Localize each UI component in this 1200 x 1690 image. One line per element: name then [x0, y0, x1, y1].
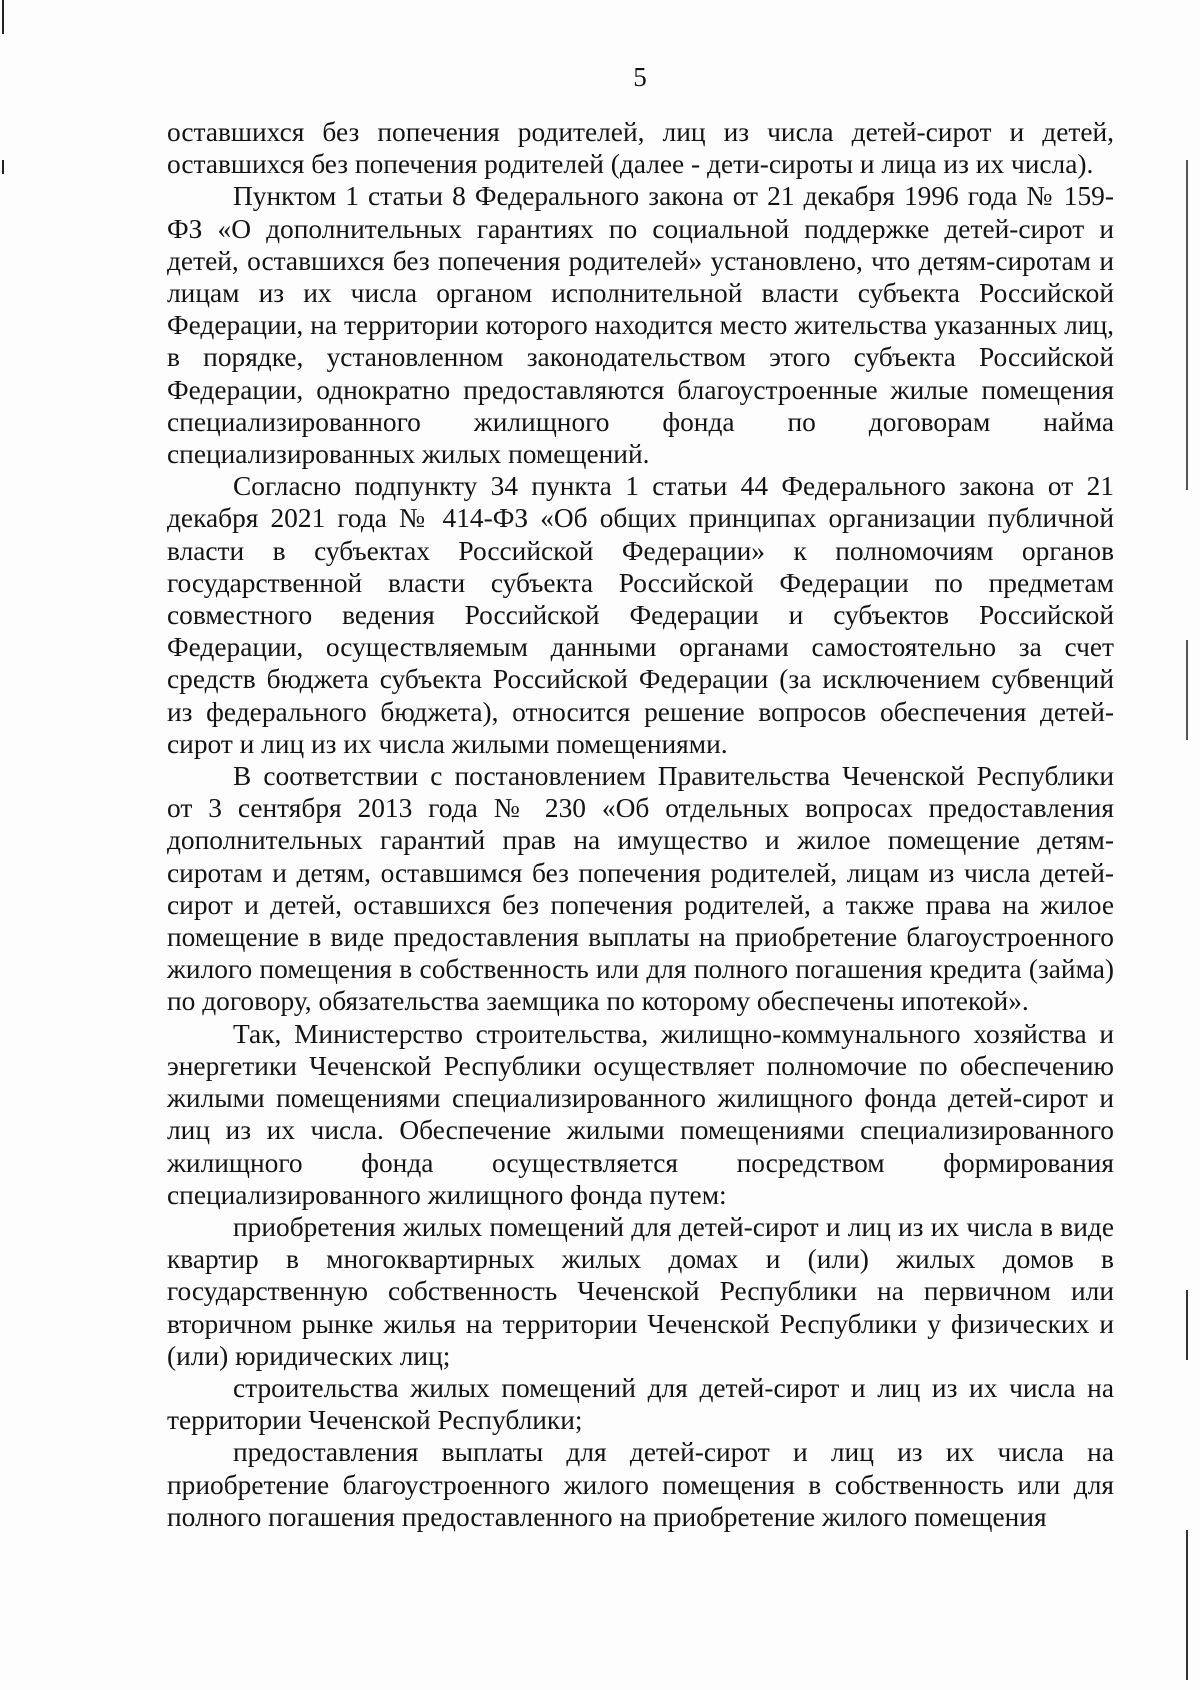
document-body	[167, 116, 1114, 1533]
scan-artifact	[1186, 640, 1188, 740]
scan-artifact	[1186, 1530, 1188, 1680]
scan-artifact	[2, 160, 4, 174]
list-item-paragraph: предоставления выплаты для детей-сирот и лиц из их числа на приобретение благоустроенного жилого помещения в собственность или для полного погашения предоставленного на приобретение жилого помещения	[167, 1437, 1114, 1532]
paragraph: Пунктом 1 статьи 8 Федерального закона от 21 декабря 1996 года № 159-ФЗ «О дополнительных гарантиях по социальной поддержке детей-сирот и детей, оставшихся без попечения родителей» установлено, что детям-сиротам и лицам из их числа органом исполнительной власти субъекта Российской Федерации, на территории которого находится место жительства указанных лиц, в порядке, установленном законодательством этого субъекта Российской Федерации, однократно предоставляются благоустроенные жилые помещения специализированного жилищного фонда по договорам найма специализированных жилых помещений.	[167, 181, 1114, 470]
scan-artifact	[1186, 160, 1188, 490]
scan-artifact	[2, 0, 4, 34]
paragraph: Так, Министерство строительства, жилищно-коммунального хозяйства и энергетики Чеченской Республики осуществляет полномочие по обеспечению жилыми помещениями специализированного жилищного фонда детей-сирот и лиц из их числа. Обеспечение жилыми помещениями специализированного жилищного фонда осуществляется посредством формирования специализированного жилищного фонда путем:	[167, 1018, 1114, 1210]
list-item-paragraph: строительства жилых помещений для детей-сирот и лиц из их числа на территории Чеченской Республики;	[167, 1372, 1114, 1436]
page-number: 5	[633, 62, 647, 92]
paragraph: Согласно подпункту 34 пункта 1 статьи 44 Федерального закона от 21 декабря 2021 года № 414-ФЗ «Об общих принципах организации публичной власти в субъектах Российской Федерации» к полномочиям органов государственной власти субъекта Российской Федерации по предметам совместного ведения Российской Федерации и субъектов Российской Федерации, осуществляемым данными органами самостоятельно за счет средств бюджета субъекта Российской Федерации (за исключением субвенций из федерального бюджета), относится решение вопросов обеспечения детей-сирот и лиц из их числа жилыми помещениями.	[167, 471, 1114, 759]
paragraph: оставшихся без попечения родителей, лиц из числа детей-сирот и детей, оставшихся без попечения родителей (далее - дети-сироты и лица из их числа).	[167, 117, 1114, 180]
scan-artifact	[1186, 1290, 1188, 1360]
paragraph: В соответствии с постановлением Правительства Чеченской Республики от 3 сентября 2013 года № 230 «Об отдельных вопросах предоставления дополнительных гарантий прав на имущество и жилое помещение детям-сиротам и детям, оставшимся без попечения родителей, лицам из числа детей-сирот и детей, оставшихся без попечения родителей, а также права на жилое помещение в виде предоставления выплаты на приобретение благоустроенного жилого помещения в собственность или для полного погашения кредита (займа) по договору, обязательства заемщика по которому обеспечены ипотекой».	[167, 761, 1114, 1017]
list-item-paragraph: приобретения жилых помещений для детей-сирот и лиц из их числа в виде квартир в многоквартирных жилых домах и (или) жилых домов в государственную собственность Чеченской Республики на первичном или вторичном рынке жилья на территории Чеченской Республики у физических и (или) юридических лиц;	[167, 1211, 1114, 1371]
